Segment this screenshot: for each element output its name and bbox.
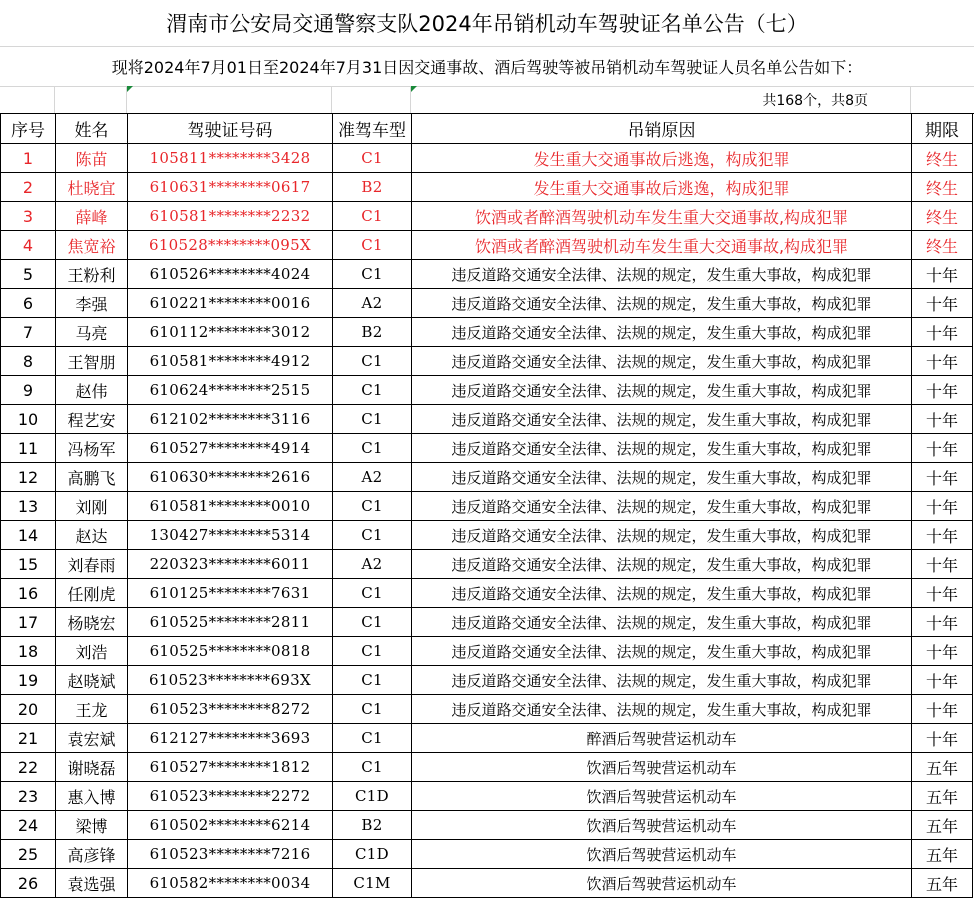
row-term: 十年 [912, 724, 973, 753]
row-number: 13 [1, 492, 56, 521]
row-license: 610581********2232 [128, 202, 333, 231]
row-license: 610526********4024 [128, 260, 333, 289]
row-license: 610527********4914 [128, 434, 333, 463]
table-row [1, 289, 973, 318]
row-number: 18 [1, 637, 56, 666]
row-vehicle-type: C1 [333, 144, 412, 173]
table-row [1, 637, 973, 666]
header-term: 期限 [912, 114, 973, 144]
row-reason: 违反道路交通安全法律、法规的规定，发生重大事故，构成犯罪 [412, 434, 912, 463]
row-license: 610523********7216 [128, 840, 333, 869]
row-name: 陈苗 [56, 144, 128, 173]
row-name: 杜晓宜 [56, 173, 128, 202]
row-vehicle-type: C1 [333, 231, 412, 260]
row-reason: 违反道路交通安全法律、法规的规定，发生重大事故，构成犯罪 [412, 637, 912, 666]
row-term: 十年 [912, 637, 973, 666]
row-license: 220323********6011 [128, 550, 333, 579]
row-number: 20 [1, 695, 56, 724]
row-vehicle-type: C1 [333, 695, 412, 724]
row-term: 五年 [912, 840, 973, 869]
row-reason: 违反道路交通安全法律、法规的规定，发生重大事故，构成犯罪 [412, 579, 912, 608]
row-vehicle-type: C1D [333, 840, 412, 869]
row-name: 刘刚 [56, 492, 128, 521]
row-name: 程艺安 [56, 405, 128, 434]
revocation-table [0, 113, 973, 898]
row-term: 五年 [912, 869, 973, 898]
row-license: 610523********8272 [128, 695, 333, 724]
table-row [1, 666, 973, 695]
row-term: 十年 [912, 376, 973, 405]
header-license: 驾驶证号码 [128, 114, 333, 144]
row-name: 赵伟 [56, 376, 128, 405]
row-reason: 违反道路交通安全法律、法规的规定，发生重大事故，构成犯罪 [412, 289, 912, 318]
row-license: 610221********0016 [128, 289, 333, 318]
row-term: 十年 [912, 260, 973, 289]
row-license: 610525********0818 [128, 637, 333, 666]
row-name: 薛峰 [56, 202, 128, 231]
row-number: 22 [1, 753, 56, 782]
row-vehicle-type: C1 [333, 202, 412, 231]
row-number: 19 [1, 666, 56, 695]
row-name: 焦宽裕 [56, 231, 128, 260]
row-term: 终生 [912, 202, 973, 231]
row-number: 4 [1, 231, 56, 260]
row-number: 23 [1, 782, 56, 811]
row-term: 终生 [912, 144, 973, 173]
row-number: 10 [1, 405, 56, 434]
row-term: 十年 [912, 405, 973, 434]
row-license: 610631********0617 [128, 173, 333, 202]
row-name: 袁宏斌 [56, 724, 128, 753]
row-reason: 违反道路交通安全法律、法规的规定，发生重大事故，构成犯罪 [412, 405, 912, 434]
row-reason: 饮酒后驾驶营运机动车 [412, 811, 912, 840]
row-license: 610523********693X [128, 666, 333, 695]
row-vehicle-type: C1D [333, 782, 412, 811]
row-license: 105811********3428 [128, 144, 333, 173]
grid-line [910, 86, 911, 113]
row-number: 8 [1, 347, 56, 376]
row-vehicle-type: B2 [333, 318, 412, 347]
page-title: 渭南市公安局交通警察支队2024年吊销机动车驾驶证名单公告（七） [0, 0, 974, 47]
row-name: 赵晓斌 [56, 666, 128, 695]
row-vehicle-type: A2 [333, 550, 412, 579]
row-vehicle-type: C1 [333, 405, 412, 434]
row-vehicle-type: C1 [333, 608, 412, 637]
row-license: 610525********2811 [128, 608, 333, 637]
table-row [1, 405, 973, 434]
row-name: 谢晓磊 [56, 753, 128, 782]
row-term: 五年 [912, 753, 973, 782]
row-reason: 违反道路交通安全法律、法规的规定，发生重大事故，构成犯罪 [412, 260, 912, 289]
table-body [1, 144, 973, 898]
row-reason: 违反道路交通安全法律、法规的规定，发生重大事故，构成犯罪 [412, 521, 912, 550]
row-reason: 发生重大交通事故后逃逸，构成犯罪 [412, 144, 912, 173]
table-row [1, 492, 973, 521]
row-term: 终生 [912, 173, 973, 202]
row-reason: 违反道路交通安全法律、法规的规定，发生重大事故，构成犯罪 [412, 550, 912, 579]
table-row [1, 782, 973, 811]
header-name: 姓名 [56, 114, 128, 144]
row-number: 7 [1, 318, 56, 347]
row-term: 十年 [912, 289, 973, 318]
row-reason: 违反道路交通安全法律、法规的规定，发生重大事故，构成犯罪 [412, 347, 912, 376]
row-vehicle-type: B2 [333, 173, 412, 202]
table-row [1, 173, 973, 202]
row-reason: 饮酒后驾驶营运机动车 [412, 840, 912, 869]
header-reason: 吊销原因 [412, 114, 912, 144]
table-row [1, 579, 973, 608]
table-row [1, 811, 973, 840]
table-row [1, 550, 973, 579]
row-vehicle-type: B2 [333, 811, 412, 840]
row-number: 26 [1, 869, 56, 898]
row-number: 6 [1, 289, 56, 318]
row-license: 610624********2515 [128, 376, 333, 405]
row-vehicle-type: C1 [333, 637, 412, 666]
row-number: 15 [1, 550, 56, 579]
row-license: 610581********0010 [128, 492, 333, 521]
table-row [1, 347, 973, 376]
row-reason: 违反道路交通安全法律、法规的规定，发生重大事故，构成犯罪 [412, 376, 912, 405]
row-vehicle-type: A2 [333, 289, 412, 318]
row-reason: 饮酒后驾驶营运机动车 [412, 782, 912, 811]
row-number: 21 [1, 724, 56, 753]
row-reason: 饮酒后驾驶营运机动车 [412, 753, 912, 782]
row-number: 17 [1, 608, 56, 637]
row-name: 王粉利 [56, 260, 128, 289]
table-row [1, 202, 973, 231]
row-vehicle-type: C1 [333, 260, 412, 289]
row-term: 十年 [912, 608, 973, 637]
row-reason: 饮酒或者醉酒驾驶机动车发生重大交通事故,构成犯罪 [412, 202, 912, 231]
row-number: 5 [1, 260, 56, 289]
row-vehicle-type: C1 [333, 376, 412, 405]
row-license: 610125********7631 [128, 579, 333, 608]
row-reason: 醉酒后驾驶营运机动车 [412, 724, 912, 753]
row-reason: 违反道路交通安全法律、法规的规定，发生重大事故，构成犯罪 [412, 463, 912, 492]
row-name: 高彦锋 [56, 840, 128, 869]
row-term: 十年 [912, 666, 973, 695]
table-row [1, 231, 973, 260]
row-reason: 违反道路交通安全法律、法规的规定，发生重大事故，构成犯罪 [412, 608, 912, 637]
row-license: 610523********2272 [128, 782, 333, 811]
row-number: 11 [1, 434, 56, 463]
record-count: 共168个，共8页 [762, 93, 868, 109]
row-number: 16 [1, 579, 56, 608]
row-name: 赵达 [56, 521, 128, 550]
row-name: 马亮 [56, 318, 128, 347]
row-reason: 发生重大交通事故后逃逸，构成犯罪 [412, 173, 912, 202]
row-number: 12 [1, 463, 56, 492]
table-row [1, 695, 973, 724]
row-license: 130427********5314 [128, 521, 333, 550]
row-term: 十年 [912, 318, 973, 347]
row-name: 王龙 [56, 695, 128, 724]
row-vehicle-type: C1 [333, 724, 412, 753]
table-row [1, 463, 973, 492]
row-name: 高鹏飞 [56, 463, 128, 492]
row-reason: 饮酒或者醉酒驾驶机动车发生重大交通事故,构成犯罪 [412, 231, 912, 260]
row-name: 袁选强 [56, 869, 128, 898]
row-number: 25 [1, 840, 56, 869]
row-license: 610581********4912 [128, 347, 333, 376]
row-name: 李强 [56, 289, 128, 318]
row-number: 3 [1, 202, 56, 231]
row-reason: 违反道路交通安全法律、法规的规定，发生重大事故，构成犯罪 [412, 318, 912, 347]
row-license: 610528********095X [128, 231, 333, 260]
table-row [1, 840, 973, 869]
row-vehicle-type: C1 [333, 521, 412, 550]
row-number: 14 [1, 521, 56, 550]
row-license: 610502********6214 [128, 811, 333, 840]
table-row [1, 376, 973, 405]
row-name: 任刚虎 [56, 579, 128, 608]
row-term: 十年 [912, 550, 973, 579]
table-row [1, 869, 973, 898]
row-vehicle-type: C1 [333, 347, 412, 376]
row-term: 十年 [912, 579, 973, 608]
table-row [1, 608, 973, 637]
row-name: 冯杨军 [56, 434, 128, 463]
row-license: 610630********2616 [128, 463, 333, 492]
table-row [1, 753, 973, 782]
table-row [1, 434, 973, 463]
row-vehicle-type: C1M [333, 869, 412, 898]
row-vehicle-type: C1 [333, 492, 412, 521]
table-row [1, 260, 973, 289]
row-name: 杨晓宏 [56, 608, 128, 637]
table-row [1, 144, 973, 173]
row-license: 612102********3116 [128, 405, 333, 434]
count-row [0, 86, 974, 114]
row-license: 610582********0034 [128, 869, 333, 898]
cell-comment-marker-icon [127, 86, 133, 92]
row-vehicle-type: C1 [333, 579, 412, 608]
row-term: 十年 [912, 347, 973, 376]
row-name: 梁博 [56, 811, 128, 840]
header-vehicle-type: 准驾车型 [333, 114, 412, 144]
row-vehicle-type: A2 [333, 463, 412, 492]
row-term: 终生 [912, 231, 973, 260]
table-row [1, 521, 973, 550]
row-name: 王智朋 [56, 347, 128, 376]
row-number: 9 [1, 376, 56, 405]
grid-line [331, 86, 332, 113]
row-reason: 违反道路交通安全法律、法规的规定，发生重大事故，构成犯罪 [412, 695, 912, 724]
row-term: 五年 [912, 782, 973, 811]
table-row [1, 724, 973, 753]
row-vehicle-type: C1 [333, 434, 412, 463]
row-number: 24 [1, 811, 56, 840]
row-license: 610527********1812 [128, 753, 333, 782]
row-vehicle-type: C1 [333, 753, 412, 782]
row-reason: 饮酒后驾驶营运机动车 [412, 869, 912, 898]
row-term: 十年 [912, 463, 973, 492]
row-term: 十年 [912, 434, 973, 463]
row-vehicle-type: C1 [333, 666, 412, 695]
row-term: 五年 [912, 811, 973, 840]
notice-subtitle: 现将2024年7月01日至2024年7月31日因交通事故、酒后驾驶等被吊销机动车驾驶证人员名单公告如下： [0, 46, 974, 87]
row-term: 十年 [912, 492, 973, 521]
row-name: 惠入博 [56, 782, 128, 811]
row-number: 2 [1, 173, 56, 202]
row-term: 十年 [912, 695, 973, 724]
row-license: 610112********3012 [128, 318, 333, 347]
grid-line [54, 86, 55, 113]
row-number: 1 [1, 144, 56, 173]
row-name: 刘浩 [56, 637, 128, 666]
header-no: 序号 [1, 114, 56, 144]
row-license: 612127********3693 [128, 724, 333, 753]
table-header-row [1, 114, 973, 144]
row-reason: 违反道路交通安全法律、法规的规定，发生重大事故，构成犯罪 [412, 492, 912, 521]
row-name: 刘春雨 [56, 550, 128, 579]
table-row [1, 318, 973, 347]
row-reason: 违反道路交通安全法律、法规的规定，发生重大事故，构成犯罪 [412, 666, 912, 695]
cell-comment-marker-icon [411, 86, 417, 92]
row-term: 十年 [912, 521, 973, 550]
